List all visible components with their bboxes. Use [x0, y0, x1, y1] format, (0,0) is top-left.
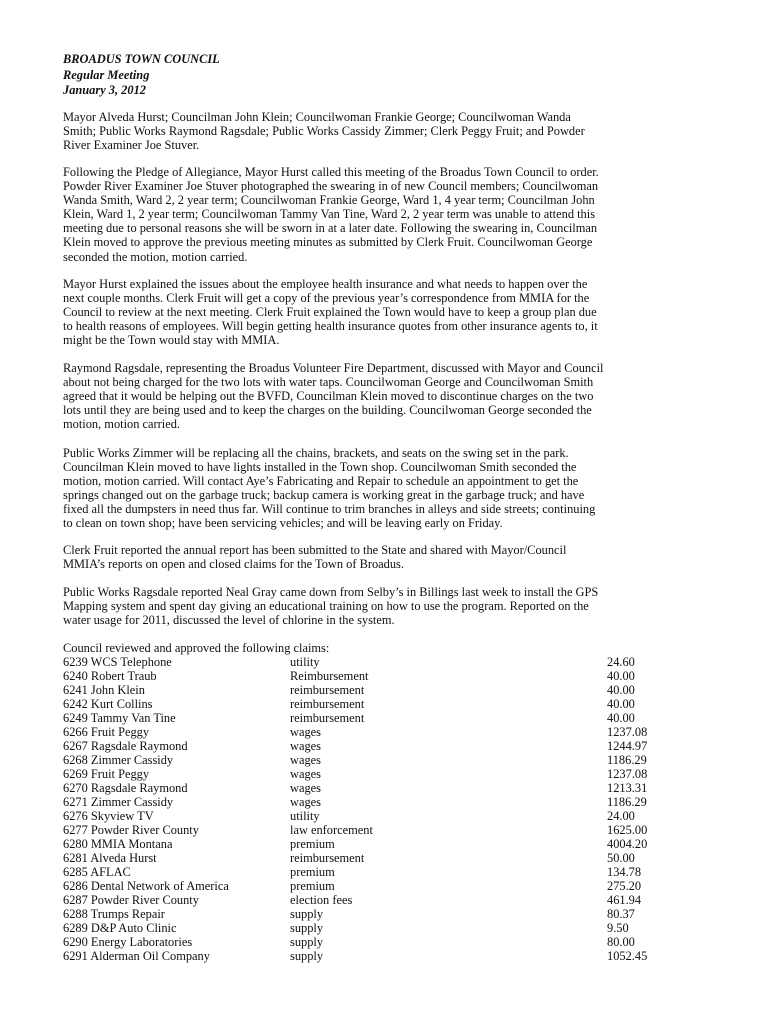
paragraph-line: motion, motion carried. Will contact Aye’s Fabricating and Repair to schedule an appointment to get the: [63, 474, 579, 489]
claim-amount: 24.00: [607, 809, 635, 824]
claim-amount: 134.78: [607, 865, 642, 880]
claim-payee: 6239 WCS Telephone: [63, 655, 172, 670]
claim-type: wages: [290, 753, 321, 768]
claim-type: Reimbursement: [290, 669, 369, 684]
health-insurance-paragraph: [63, 277, 723, 347]
claim-type: premium: [290, 837, 335, 852]
paragraph-line: Council to review at the next meeting. Clerk Fruit explained the Town would have to keep a group plan due: [63, 305, 597, 320]
claim-row: [63, 655, 663, 669]
claim-payee: 6240 Robert Traub: [63, 669, 157, 684]
claim-amount: 40.00: [607, 683, 635, 698]
claim-row: [63, 865, 663, 879]
paragraph-line: might be the Town would stay with MMIA.: [63, 333, 280, 348]
claim-amount: 40.00: [607, 697, 635, 712]
paragraph-line: Following the Pledge of Allegiance, Mayor Hurst called this meeting of the Broadus Town Council to order.: [63, 165, 599, 179]
claim-row: [63, 669, 663, 683]
paragraph-line: lots until they are being used and to keep the charges on the building. Councilwoman George seconded the: [63, 403, 592, 418]
claim-payee: 6286 Dental Network of America: [63, 879, 229, 894]
claim-row: [63, 795, 663, 809]
claim-row: [63, 879, 663, 893]
claim-type: wages: [290, 767, 321, 782]
paragraph-line: Klein, Ward 1, 2 year term; Councilwoman Tammy Van Tine, Ward 2, 2 year term was unable to attend this: [63, 207, 596, 222]
clerk-report-paragraph: [63, 543, 723, 571]
claim-row: [63, 683, 663, 697]
claim-amount: 461.94: [607, 893, 642, 908]
claim-row: [63, 767, 663, 781]
claim-row: [63, 907, 663, 921]
paragraph-line: meeting due to personal reasons she will be sworn in at a later date. Following the swearing in, Councilman: [63, 221, 598, 236]
claim-type: reimbursement: [290, 711, 365, 726]
paragraph-line: springs changed out on the garbage truck; backup camera is working great in the garbage truck; and have: [63, 488, 585, 503]
claim-row: [63, 851, 663, 865]
claim-amount: 1625.00: [607, 823, 648, 838]
claim-amount: 1186.29: [607, 753, 647, 768]
claim-type: wages: [290, 781, 321, 796]
claim-payee: 6277 Powder River County: [63, 823, 199, 838]
claim-amount: 50.00: [607, 851, 635, 866]
paragraph-line: Raymond Ragsdale, representing the Broadus Volunteer Fire Department, discussed with Mayor and Council: [63, 361, 604, 375]
paragraph-line: Public Works Ragsdale reported Neal Gray came down from Selby’s in Billings last week to install the GPS: [63, 585, 599, 599]
claim-amount: 40.00: [607, 669, 635, 684]
paragraph-line: about not being charged for the two lots with water taps. Councilwoman George and Councilwoman Smith: [63, 375, 594, 390]
claim-payee: 6290 Energy Laboratories: [63, 935, 193, 950]
claim-row: [63, 949, 663, 963]
claim-row: [63, 935, 663, 949]
paragraph-line: seconded the motion, motion carried.: [63, 249, 248, 264]
public-works-zimmer-paragraph: [63, 446, 723, 531]
claim-type: premium: [290, 879, 335, 894]
claim-row: [63, 753, 663, 767]
claim-payee: 6249 Tammy Van Tine: [63, 711, 176, 726]
claim-amount: 1237.08: [607, 725, 648, 740]
claim-type: wages: [290, 795, 321, 810]
paragraph-line: Public Works Zimmer will be replacing all the chains, brackets, and seats on the swing set in the park.: [63, 446, 569, 460]
claim-payee: 6288 Trumps Repair: [63, 907, 165, 922]
claim-type: wages: [290, 725, 321, 740]
paragraph-line: to health reasons of employees. Will begin getting health insurance quotes from other insurance agents to, it: [63, 319, 598, 334]
claim-payee: 6287 Powder River County: [63, 893, 199, 908]
paragraph-line: Mayor Alveda Hurst; Councilman John Klein; Councilwoman Frankie George; Councilwoman Wanda: [63, 110, 571, 124]
claim-row: [63, 725, 663, 739]
claim-amount: 80.37: [607, 907, 635, 922]
paragraph-line: Mapping system and spent day giving an educational training on how to use the program. Reported on the: [63, 599, 589, 614]
claim-row: [63, 711, 663, 725]
paragraph-line: water usage for 2011, discussed the level of chlorine in the system.: [63, 613, 395, 628]
claim-payee: 6280 MMIA Montana: [63, 837, 173, 852]
paragraph-line: Smith; Public Works Raymond Ragsdale; Public Works Cassidy Zimmer; Clerk Peggy Fruit; and Powder: [63, 124, 585, 139]
claim-type: wages: [290, 739, 321, 754]
claim-payee: 6266 Fruit Peggy: [63, 725, 150, 740]
claim-payee: 6281 Alveda Hurst: [63, 851, 157, 866]
claim-type: supply: [290, 935, 324, 950]
claim-amount: 275.20: [607, 879, 642, 894]
claim-amount: 4004.20: [607, 837, 648, 852]
claim-type: supply: [290, 921, 324, 936]
claim-type: utility: [290, 655, 320, 670]
paragraph-line: Klein moved to approve the previous meeting minutes as submitted by Clerk Fruit. Councilwoman George: [63, 235, 593, 250]
document-header: [63, 52, 220, 99]
paragraph-line: Powder River Examiner Joe Stuver photographed the swearing in of new Council members; Councilwoman: [63, 179, 599, 194]
claim-row: [63, 921, 663, 935]
paragraph-line: next couple months. Clerk Fruit will get a copy of the previous year’s correspondence from MMIA for the: [63, 291, 590, 306]
claim-payee: 6291 Alderman Oil Company: [63, 949, 210, 964]
claim-type: supply: [290, 907, 324, 922]
claim-payee: 6271 Zimmer Cassidy: [63, 795, 174, 810]
public-works-ragsdale-paragraph: [63, 585, 723, 627]
claim-amount: 1244.97: [607, 739, 648, 754]
claim-type: law enforcement: [290, 823, 373, 838]
fire-department-paragraph: [63, 361, 723, 431]
paragraph-line: motion, motion carried.: [63, 417, 180, 432]
claim-payee: 6285 AFLAC: [63, 865, 131, 880]
claim-amount: 24.60: [607, 655, 635, 670]
claim-type: reimbursement: [290, 851, 365, 866]
claim-type: premium: [290, 865, 335, 880]
claims-table: [63, 655, 663, 963]
paragraph-line: MMIA’s reports on open and closed claims for the Town of Broadus.: [63, 557, 404, 572]
paragraph-line: Clerk Fruit reported the annual report has been submitted to the State and shared with Mayor/Council: [63, 543, 567, 557]
claim-row: [63, 893, 663, 907]
claim-amount: 40.00: [607, 711, 635, 726]
claim-payee: 6267 Ragsdale Raymond: [63, 739, 188, 754]
claim-type: utility: [290, 809, 320, 824]
claim-payee: 6270 Ragsdale Raymond: [63, 781, 188, 796]
claim-amount: 1186.29: [607, 795, 647, 810]
paragraph-line: River Examiner Joe Stuver.: [63, 138, 200, 153]
paragraph-line: fixed all the dumpsters in need thus far. Will continue to trim branches in alleys and side streets; continuing: [63, 502, 596, 517]
claim-payee: 6269 Fruit Peggy: [63, 767, 150, 782]
claim-amount: 9.50: [607, 921, 629, 936]
paragraph-line: Wanda Smith, Ward 2, 2 year term; Councilwoman Frankie George, Ward 1, 4 year term; Councilman John: [63, 193, 595, 208]
claims-section: [63, 641, 663, 963]
claim-payee: 6289 D&P Auto Clinic: [63, 921, 177, 936]
claim-row: [63, 809, 663, 823]
meeting-date: January 3, 2012: [63, 83, 146, 97]
meeting-type: Regular Meeting: [63, 67, 150, 82]
claim-payee: 6242 Kurt Collins: [63, 697, 153, 712]
paragraph-line: Mayor Hurst explained the issues about the employee health insurance and what needs to happen over the: [63, 277, 588, 291]
claim-payee: 6276 Skyview TV: [63, 809, 154, 824]
claim-amount: 1237.08: [607, 767, 648, 782]
paragraph-line: to clean on town shop; have been servicing vehicles; and will be leaving early on Friday.: [63, 516, 503, 531]
claim-type: election fees: [290, 893, 353, 908]
claim-amount: 1052.45: [607, 949, 648, 964]
claim-type: reimbursement: [290, 697, 365, 712]
claim-amount: 1213.31: [607, 781, 648, 796]
claim-row: [63, 837, 663, 851]
claim-payee: 6268 Zimmer Cassidy: [63, 753, 174, 768]
claim-row: [63, 781, 663, 795]
paragraph-line: agreed that it would be helping out the BVFD, Councilman Klein moved to discontinue charges on the two: [63, 389, 594, 404]
claims-title: Council reviewed and approved the following claims:: [63, 641, 330, 655]
paragraph-line: Councilman Klein moved to have lights installed in the Town shop. Councilwoman Smith seconded the: [63, 460, 577, 475]
council-name: BROADUS TOWN COUNCIL: [63, 52, 220, 66]
claim-row: [63, 739, 663, 753]
attendees-paragraph: [63, 110, 723, 152]
claim-payee: 6241 John Klein: [63, 683, 145, 698]
claim-type: supply: [290, 949, 324, 964]
claim-type: reimbursement: [290, 683, 365, 698]
claim-row: [63, 823, 663, 837]
pledge-paragraph: [63, 165, 723, 264]
claim-amount: 80.00: [607, 935, 635, 950]
claim-row: [63, 697, 663, 711]
